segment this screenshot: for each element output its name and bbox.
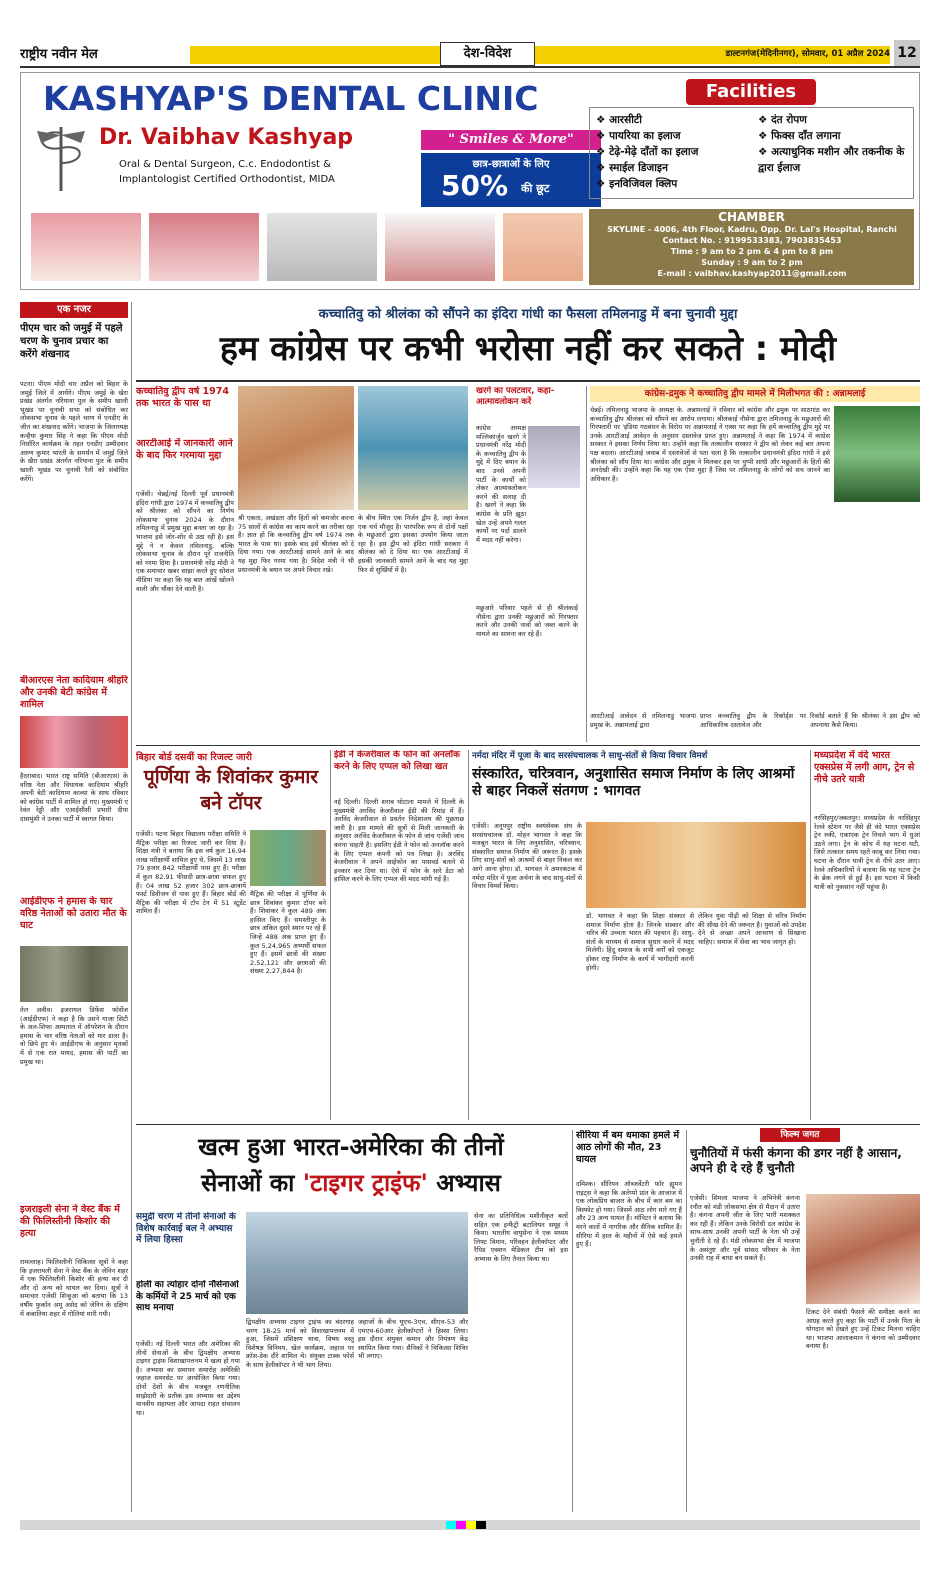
sidebar-story-2-body: हैदराबाद। भारत राष्ट्र समिति (बीआरएस) के वरिष्ठ नेता और विधायक कादियाम श्रीहरि अपनी बेटी कादियाम काव्या के साथ रविवार को कांग्रेस पार्टी में शामिल हो गए। मुख्यमंत्री ए रेवंत रेड्डी और एआईसीसी प्रभारी दीपा दासमुंशी ने उनका पार्टी में स्वागत किया। — [20, 772, 128, 823]
tiger-body-4: सेना का प्रतिनिधित्व मशीनीकृत बलों सहित एक इन्फैंट्री बटालियन समूह ने किया। भारतीय वायुसेना ने एक मध्यम लिफ्ट विमान, परिवहन हेलीकॉप्टर और रैपिड एक्शन मेडिकल टीम को इस अभ्यास के लिए तैनात किया था। — [474, 1212, 568, 1263]
chamber-lines — [593, 224, 911, 284]
lead-rule — [136, 380, 920, 382]
teeth-photo-2 — [149, 213, 259, 281]
bhagwat-body-1: एजेंसी। अनूपपुर राष्ट्रीय स्वयंसेवक संघ के सरसंघचालक डॉ. मोहन भागवत ने कहा कि मजबूत भारत के लिए अनुशासित, चरित्रवान, संस्कारित समाज निर्माण की जरूरत है। इसके लिए साधु-संतों को आश्रमों से बाहर निकल कर आगे आना होगा। डॉ. भागवत ने अमरकंटक में नर्मदा मंदिर में पूजा अर्चना के बाद साधु-संतों से विचार विमर्श किया। — [472, 822, 582, 891]
sidebar-story-1-body: पटना। पीएम मोदी चार अप्रैल को बिहार के जमुई जिले में आयेंगे। पीएम जमुई के खेरा प्रखंड अंतर्गत नरियाना पुल के समीप खाली भूखंड पर चुनावी सभा को संबोधित कर लोकसभा चुनाव के पहले चरण में एनडीए के जीत का शंखनाद करेंगे। भाजपा के जिलाध्यक्ष कन्हैया कुमार सिंह ने कहा कि पीएम मोदी निर्धारित कार्यक्रम के तहत एनडीए उम्मीदवार अरुण कुमार भारती के समर्थन में जमुई जिले के खैरा प्रखंड अंतर्गत नरियाना पुल के समीप खाली भूखंड पर चुनावी रैली को संबोधित करेंगे। — [20, 380, 128, 483]
lead-headline: हम कांग्रेस पर कभी भरोसा नहीं कर सकते : मोदी — [219, 329, 837, 369]
facility-item: ❖ दंत रोपण — [758, 114, 807, 126]
tiger-headline-2c: अभ्यास — [427, 1169, 501, 1197]
sidebar-story-4-title: इजराइली सेना ने वेस्ट बैंक में की फिलिस्तीनी किशोर की हत्या — [20, 1204, 120, 1239]
facility-item: ❖ फिक्स दाँत लगाना — [758, 130, 841, 142]
tiger-body-3: जहाजों के बीच यूएच-3एच, सीएच-53 और एमएच-60आर हेलीकॉप्टरों ने हिस्सा लिया। इस दौरान संयुक्त कमान और नियंत्रण केंद्र स्थापित किया गया। सैनिकों ने चिकित्सा शिविर भी लगाए। — [358, 1318, 468, 1361]
chamber-box — [589, 209, 914, 285]
sidebar-story-3-title: आईडीएफ ने हमास के चार वरिष्ठ नेताओं को उतारा मौत के घाट — [20, 896, 127, 931]
bihar-divider — [330, 750, 331, 1120]
offer-box — [421, 153, 601, 207]
right-lead-body: चेन्नई। तमिलनाडु भाजपा के अध्यक्ष के. अन्नामलाई ने रविवार को कांग्रेस और द्रमुक पर साठगांठ कर कच्चातिवु द्वीप श्रीलंका को सौंपने का आरोप लगाया। श्रीलंकाई नौसेना द्वारा तमिलनाडु के मछुआरों की गिरफ्तारी पर 'इंडिया गठबंधन के विरोध पर अन्नामलाई ने एक्स पर कहा कि हमें कच्चातिवु द्वीप मुद्दे पर उनके आरटीआई आवेदन के अनुसार दस्तावेज प्राप्त हुए। अन्नामलाई ने कहा कि 1974 में कांग्रेस सरकार ने इसका निर्णय लिया था। उन्होंने कहा कि तत्कालीन सरकार ने द्वीप को लेकर कई बार अपना पक्ष बदला। आरटीआई जवाब में दस्तावेजों से पता चला है कि तत्कालीन प्रधानमंत्री इंदिरा गांधी ने इसे श्रीलंका को सौंप दिया था। कांग्रेस और द्रमुक ने मिलकर इस पर चुप्पी साधी और मछुआरों के हितों की अनदेखी की। उन्होंने कहा कि यह एक ऐसा मुद्दा है जिस पर तमिलनाडु के लोगों को सच जानने का अधिकार है। — [590, 406, 830, 483]
page-number: 12 — [894, 40, 920, 66]
lead-body-2: श्री एकता, अखंडता और हितों को कमजोर करना 75 सालों से कांग्रेस का काम करने का तरीका रहा है। ज्ञात हो कि कच्चातिवु द्वीप वर्ष 1974 तक भारत के पास था। इसके बाद इसे श्रीलंका को दे दिया गया। एक आरटीआई सामने आने के बाद यह मुद्दा फिर गरमा गया है। विदेश मंत्री ने भी प्रधानमंत्री के बयान पर अपने विचार रखे। — [238, 514, 354, 574]
lower-rule — [136, 1124, 920, 1125]
lead-sub-1: कच्चातिवु द्वीप वर्ष 1974 तक भारत के पास था — [136, 386, 229, 409]
tiger-headline-1: खत्म हुआ भारत-अमेरिका की तीनों — [198, 1133, 504, 1161]
bhagwat-kicker: नर्मदा मंदिर में पूजा के बाद सरसंघचालक ने साधु-संतों से किया विचार विमर्श — [472, 751, 708, 761]
mid-rule — [136, 745, 920, 746]
facilities-title: Facilities — [686, 79, 816, 105]
bihar-body-2: मैट्रिक की परीक्षा में पूर्णिया के छात्र शिवांकर कुमार टॉपर बने हैं। शिवांकर ने कुल 489 अंक हासिल किए हैं। समस्तीपुर के छात्र अंकित दूसरे स्थान पर रहे हैं जिन्हें 488 अंक प्राप्त हुए हैं। कुल 5,24,965 अभ्यर्थी सफल हुए हैं। इसमें छात्रों की संख्या 2,52,121 और छात्राओं की संख्या 2,27,844 है। — [250, 890, 326, 976]
mp-title: मध्यप्रदेश में वंदे भारत एक्सप्रेस में लगी आग, ट्रेन से नीचे उतरे यात्री — [814, 750, 915, 785]
clinic-name: KASHYAP'S DENTAL CLINIC — [43, 79, 539, 118]
chamber-line: SKYLINE - 4006, 4th Floor, Kadru, Opp. Dr. Lal's Hospital, Ranchi — [607, 225, 897, 234]
sidebar-story-4-body: रामल्लाह। फिलिस्तीनी चिकित्सा सूत्रों ने कहा कि इजरायली सेना ने वेस्ट बैंक के जेनिन शहर में एक फिलिस्तीनी किशोर की हत्या कर दी और दो अन्य को घायल कर दिया। सूत्रों ने समाचार एजेंसी शिन्हुआ को बताया कि 13 वर्षीय फुर्कान अमू असेद को जेनिन के दक्षिण में कबातिया शहर में गोलियां मारी गयी। — [20, 1258, 128, 1318]
facilities-left-list — [596, 112, 756, 198]
right-lead-foot-1: आरटीआई आवेदन से तमिलनाडु भाजपा प्रमुख के. अन्नामलाई द्वारा — [590, 712, 696, 729]
paper-name: राष्ट्रीय नवीन मेल — [20, 47, 98, 62]
syria-title: सीरिया में बम धमाका हमले में आठ लोगों की मौत, 23 घायल — [576, 1130, 680, 1165]
offer-pct: 50% — [441, 169, 509, 202]
dateline: डाल्टनगंज(मेदिनीनगर), सोमवार, 01 अप्रैल 2024 — [725, 49, 890, 59]
doctor-qualification-1: Oral & Dental Surgeon, C.c. Endodontist & — [119, 159, 331, 170]
doctor-qualification-2: Implantologist Certified Orthodontist, MIDA — [119, 174, 335, 185]
chamber-line: Contact No. : 9199533383, 7903835453 — [662, 236, 842, 245]
bihar-headline: पूर्णिया के शिवांकर कुमार बने टॉपर — [143, 766, 319, 814]
lead-kicker: कच्चातिवु को श्रीलंका को सौंपने का इंदिरा गांधी का फैसला तमिलनाडु में बना चुनावी मुद्दा — [318, 307, 738, 322]
tiger-headline-2 — [136, 1166, 566, 1202]
facilities-right-list — [758, 112, 912, 198]
chamber-line: Sunday : 9 am to 2 pm — [701, 258, 803, 267]
offer-text: छात्र-छात्राओं के लिए — [472, 159, 550, 170]
facility-item: ❖ अत्याधुनिक मशीन और तकनीक के द्वारा ईलाज — [758, 146, 905, 174]
facility-item: ❖ इनविजिवल क्लिप — [596, 178, 678, 190]
bihar-kicker: बिहार बोर्ड दसवीं का रिजल्ट जारी — [136, 752, 252, 763]
tagline: " Smiles & More" — [421, 130, 601, 150]
facility-item: ❖ टेढ़े-मेढ़े दाँतों का इलाज — [596, 146, 699, 158]
lead-divider — [586, 386, 587, 742]
offer-suffix: की छूट — [521, 182, 550, 195]
lead-side-body: कांग्रेस अध्यक्ष मल्लिकार्जुन खरगे ने प्रधानमंत्री नरेंद्र मोदी के कच्चातिवु द्वीप के मुद्दे में दिए बयान के बाद उनसे अपनी पार्टी के कार्यों को लेकर आत्मावलोकन करने की सलाह दी है। खरगे ने कहा कि कांग्रेस के प्रति झूठा खेल उन्हें अपने गलत कार्यों पर पर्दा डालने में मदद नहीं करेगा। — [476, 424, 526, 544]
ed-divider — [468, 750, 469, 1120]
sidebar-story-1-title: पीएम चार को जमुई में पहले चरण के चुनाव प्रचार का करेंगे शंखनाद — [20, 323, 123, 360]
warship-photo — [246, 1212, 468, 1314]
sidebar — [20, 302, 128, 1512]
sidebar-story-2-title: बीआरएस नेता कादियाम श्रीहरि और उनकी बेटी कांग्रेस में शामिल — [20, 675, 128, 710]
tiger-headline-2b: 'टाइगर ट्राइंफ' — [302, 1169, 428, 1197]
kangana-body: एजेंसी। शिमला भाजपा ने अभिनेत्री कंगना रनौत को मंडी लोकसभा क्षेत्र से मैदान में उतारा है। कंगना अपनी जीत के लिए भारी मशक्कत कर रही हैं। लेकिन उनके विरोधी दल कांग्रेस के साथ-साथ उनकी अपनी पार्टी के नेता भी उन्हें चुनौती दे रहे हैं। मंडी लोकसभा क्षेत्र में भाजपा के असंतुष्ट और पूर्व सांसद परिवार के नेता उनकी राह में बाधा बन सकते हैं। — [690, 1194, 800, 1263]
right-lead-foot-3: रिकॉर्ड बताते हैं कि श्रीलंका ने इस द्वीप को अपनाया कैसे किया। — [810, 712, 920, 729]
tiger-sub-2: होली का त्योहार दोनों नौसेनाओं के कर्मियों ने 25 मार्च को एक साथ मनाया — [136, 1280, 239, 1313]
toppers-photo — [250, 830, 326, 886]
syria-divider — [686, 1130, 687, 1512]
sidebar-divider — [131, 302, 132, 1512]
caduceus-icon — [31, 123, 91, 193]
ed-body: नई दिल्ली। दिल्ली शराब घोटाला मामले में दिल्ली के मुख्यमंत्री अरविंद केजरीवाल ईडी की रिमांड में हैं। अरविंद केजरीवाल से प्रवर्तन निदेशालय की पूछताछ जारी है। इस मामले की सूत्रों से मिली जानकारी के अनुसार अरविंद केजरीवाल के फोन से जांच एजेंसी जांच करना चाहती है। इसलिए ईडी ने फोन को अनलॉक करने के लिए एप्पल कंपनी को पत्र लिखा है। अरविंद केजरीवाल ने अपने आईफोन का पासवर्ड बताने से इनकार कर दिया था। ऐसे में फोन के सारे डेटा को हासिल करने के लिए एप्पल की मदद मांगी गई है। — [334, 798, 464, 884]
tiger-sub-1: समुद्री चरण में तीनों सेनाओं के विशेष कार्रवाई बल ने अभ्यास में लिया हिस्सा — [136, 1212, 236, 1245]
doctor-name: Dr. Vaibhav Kashyap — [99, 125, 354, 150]
chamber-line: Time : 9 am to 2 pm & 4 pm to 8 pm — [670, 247, 834, 256]
bhagwat-headline: संस्कारित, चरित्रवान, अनुशासित समाज निर्माण के लिए आश्रमों से बाहर निकलें संतगण : भागवत — [472, 766, 795, 799]
lead-side-body-2: मछुआरे परिवार पहले से ही श्रीलंकाई नौसेना द्वारा उनकी मछुआरों को गिरफ्तार करने और उनकी नावों को जब्त करने के मामले का सामना कर रहे हैं। — [476, 604, 578, 638]
lead-body-1: एजेंसी। चेन्नई/नई दिल्ली पूर्व प्रधानमंत्री इंदिरा गांधी द्वारा 1974 में कच्चातिवु द्वीप को श्रीलंका को सौंपने का निर्णय लोकसभा चुनाव 2024 के दौरान तमिलनाडु में प्रमुख मुद्दा बनता जा रहा है। भाजपा इसे जोर-शोर से उठा रही है। इस मुद्दे ने न केवल तमिलनाडु, बल्कि लोकसभा चुनाव के दौरान पूरे राजनीति को गरमा दिया है। प्रधानमंत्री नरेंद्र मोदी ने एक समाचार खबर साझा करते हुए सोशल मीडिया पर कहा कि यह बात आंखें खोलने वाली और चौंका देने वाली है। — [136, 490, 234, 593]
facility-item: ❖ स्माईल डिजाइन — [596, 162, 668, 174]
kharge-photo — [528, 426, 580, 488]
island-photo — [358, 386, 468, 510]
sidebar-story-3-body: तेल अवीव। इजरायल डिफेंस फोर्सेज (आईडीएफ) ने कहा है कि उसने गाजा सिटी के अल-शिफा अस्पताल में ऑपरेशन के दौरान हमास के चार वरिष्ठ नेताओं को मार डाला है। वो छिपे हुए थे। आईडीएफ के अनुसार मृतकों में से एक रात मायद, हमास की पार्टी का प्रमुख था। — [20, 1006, 128, 1066]
lead-body-3: के बीच स्थित एक निर्जन द्वीप है, जहां केवल एक चर्च मौजूद है। पारंपरिक रूप से दोनों पक्षों के मछुआरों द्वारा इसका उपयोग किया जाता रहा है। इस द्वीप को इंदिरा गांधी सरकार ने श्रीलंका को दे दिया था। एक आरटीआई में इसकी जानकारी सामने आने के बाद यह मुद्दा फिर से सुर्खियों में है। — [358, 514, 468, 574]
kangana-body-2: टिकट देने संबंधी फैसले की समीक्षा करने का आग्रह करते हुए कहा कि पार्टी में उनके पिता के योगदान को देखते हुए उन्हें टिकट मिलना चाहिए था। भाजपा आलाकमान ने कंगना को उम्मीदवार बनाया है। — [806, 1308, 920, 1351]
mp-body: नरसिंहपुर/जबलपुर। मध्यप्रदेश के नरसिंहपुर रेलवे स्टेशन पर जैसे ही वंदे भारत एक्सप्रेस ट्रेन रुकी, एकाएक ट्रेन निचले भाग में धुआं उठने लगा। ट्रेन के कोच में यह घटना घटी, जिसे तत्काल समय रहते काबू कर लिया गया। घटना के दौरान यात्री ट्रेन से नीचे उतर आए। रेलवे अधिकारियों ने बताया कि यह घटना ट्रेन के ब्रेक लगने से हुई है। इस घटना में किसी यात्री को नुकसान नहीं पहुंचा है। — [814, 814, 920, 891]
teeth-photo-4 — [385, 213, 495, 281]
bhagwat-body-3: लेकिन युवा पीढ़ी को शिक्षा से चरित्र निर्माण की सीख देने की जरूरत है। युवाओं को उपदेश देने से अच्छा अपने आचरण से सिखाना चाहिए। समाज में सेवा का भाव जागृत हो। — [698, 912, 806, 946]
sidebar-label: एक नजर — [20, 302, 128, 318]
kangana-label: फिल्म जगत — [760, 1128, 840, 1142]
facility-item: ❖ आरसीटी — [596, 114, 642, 126]
tiger-body-2: द्विपक्षीय अभ्यास टाइगर ट्राइंफ का बंदरगाह चरण 18-25 मार्च को विशाखापत्तनम में हुआ, जिसमें प्रशिक्षण यात्रा, विषय वस्तु विशेषज्ञ विनिमय, खेल कार्यक्रम, जहाज पर क्रॉस-डेक दौरे शामिल थे। संयुक्त टास्क फोर्स के साथ हेलीकॉप्टर ने भी भाग लिया। — [246, 1318, 354, 1369]
dental-clinic-ad — [20, 72, 920, 290]
sidebar-story-3-photo — [20, 946, 128, 1002]
section-label: देश-विदेश — [440, 42, 535, 66]
tiger-divider — [572, 1130, 573, 1512]
kangana-photo — [806, 1194, 920, 1304]
bihar-body-1: एजेंसी। पटना बिहार विद्यालय परीक्षा समिति ने मैट्रिक परीक्षा का रिजल्ट जारी कर दिया है। शिक्षा मंत्री ने बताया कि इस वर्ष कुल 16.94 लाख परीक्षार्थी शामिल हुए थे, जिसमें 13 लाख 79 हजार 842 परीक्षार्थी पास हुए हैं। परीक्षा में कुल 82.91 फीसदी छात्र-छात्रा सफल हुए हैं। 04 लाख 52 हजार 302 छात्र-छात्रायें फर्स्ट डिवीजन से पास हुए हैं। बिहार बोर्ड की मैट्रिक की परीक्षा में टॉप टेन में 51 स्टूडेंट शामिल हैं। — [136, 830, 246, 916]
bhagwat-divider — [810, 750, 811, 1120]
facility-item: ❖ पायरिया का इलाज — [596, 130, 681, 142]
tiger-body-1: एजेंसी। नई दिल्ली भारत और अमेरिका की तीनों सेनाओं के बीच द्विपक्षीय अभ्यास टाइगर ट्राइंफ विशाखापत्तनम में खत्म हो गया है। अभ्यास का समापन समारोह अमेरिकी जहाज समरसेट पर आयोजित किया गया। दोनों देशों के बीच मजबूत रणनीतिक साझेदारी के प्रतीक इस अभ्यास का उद्देश्य मानवीय सहायता और आपदा राहत संचालन था। — [136, 1340, 240, 1417]
annamalai-photo — [834, 406, 920, 502]
kangana-title: चुनौतियों में फंसी कंगना की डगर नहीं है आसान, अपने ही दे रहे हैं चुनौती — [690, 1146, 902, 1175]
bhagwat-photo — [586, 822, 806, 908]
right-lead-foot-2: प्राप्त कच्चातिवु द्वीप के रिकॉर्ड्स पर आधिकारिक दस्तावेज और — [700, 712, 806, 729]
facilities-box — [589, 107, 914, 199]
teeth-photo-3 — [267, 213, 377, 281]
masthead — [20, 40, 920, 68]
bhagwat-body-2: डॉ. भागवत ने कहा कि शिक्षा संस्कार से समाज निर्माण होता है। जिनके संस्कार और चरित्र की उच्चता भारत की पहचान है। साधु-संतों के माध्यम से समाज सुधार करने में मदद मिलेगी। हिंदू समाज के सभी वर्गों को एकजुट होकर राष्ट्र निर्माण के कार्य में भागीदारी करनी होगी। — [586, 912, 694, 972]
lead-side-title: खरगे का पलटवार, कहा- आत्मावलोकन करें — [476, 386, 555, 407]
syria-body: दमिश्क। सीरियन ऑब्जर्वेटरी फॉर ह्यूमन राइट्स ने कहा कि अलेप्पो प्रांत के आजाज में एक लोकप्रिय बाजार के बीच में कार बम का विस्फोट हो गया। जिसमें आठ लोग मारे गए हैं और 23 अन्य घायल हैं। मॉनिटर ने बताया कि मरने वालों में नागरिक और सैनिक शामिल हैं। सीरिया में हाल के महीनों में ऐसे कई हमले हुए हैं। — [576, 1180, 682, 1249]
chamber-line: E-mail : vaibhav.kashyap2011@gmail.com — [657, 269, 847, 278]
color-registration-mark — [446, 1521, 486, 1529]
teeth-photo-1 — [31, 213, 141, 281]
sidebar-story-2-photo — [20, 716, 128, 768]
ed-title: ईडी ने केजरीवाल के फोन को अनलॉक करने के लिए एप्पल को लिखा खत — [334, 750, 461, 772]
tiger-headline-2a: सेनाओं का — [201, 1169, 303, 1197]
chamber-title: CHAMBER — [718, 210, 785, 224]
teeth-photo-5 — [503, 213, 583, 281]
right-lead-title: कांग्रेस-द्रमुक ने कच्चातिवु द्वीप मामले में मिलीभगत की : अन्नामलाई — [590, 386, 920, 402]
lead-sub-2: आरटीआई में जानकारी आने के बाद फिर गरमाया मुद्दा — [136, 438, 233, 461]
modi-photo — [238, 386, 354, 510]
